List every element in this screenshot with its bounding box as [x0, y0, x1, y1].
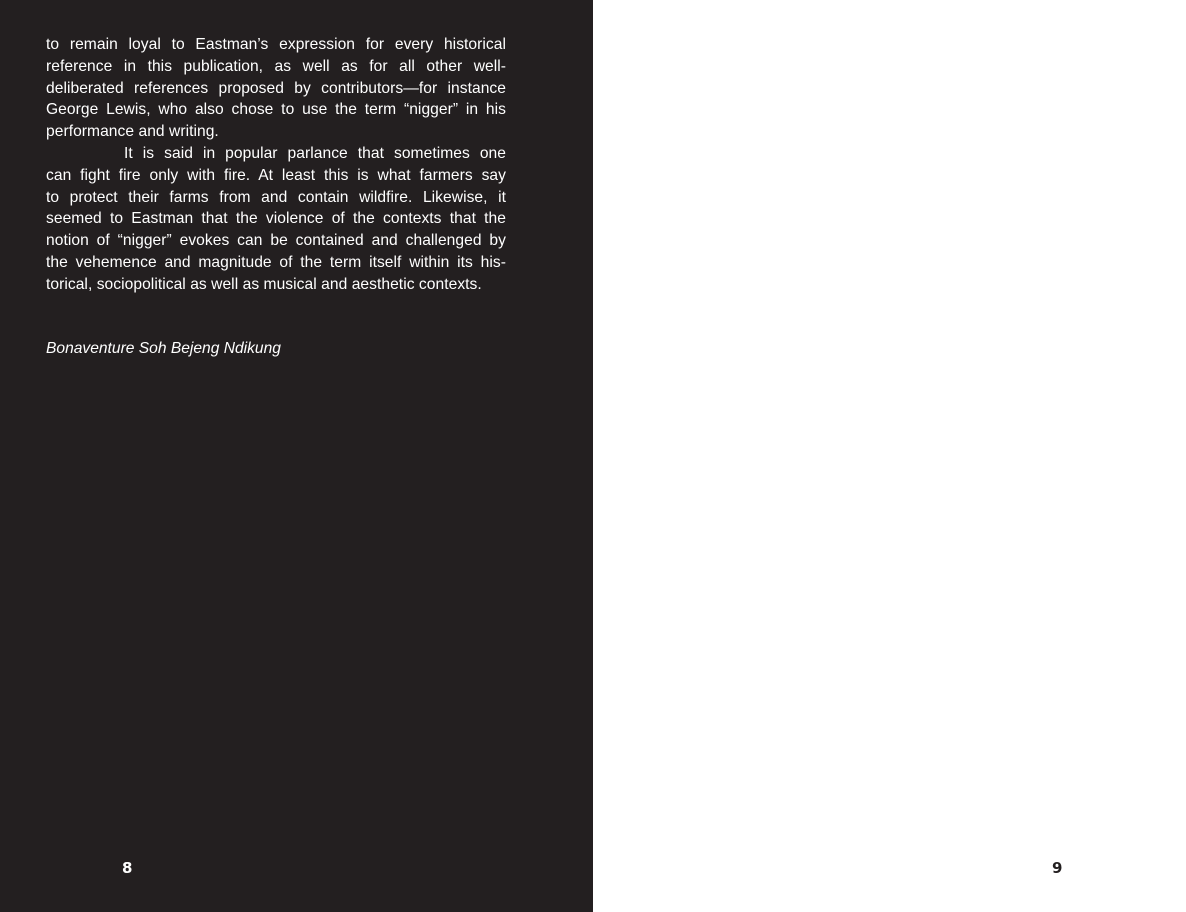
text-line: torical, sociopolitical as well as musical and aesthetic contexts.: [46, 275, 482, 293]
text-line: can fight fire only with fire. At least this is what farmers say: [46, 166, 506, 184]
right-page: [593, 0, 1186, 912]
text-line: deliberated references proposed by contributors—for instance: [46, 79, 506, 97]
text-line: seemed to Eastman that the violence of the contexts that the: [46, 210, 506, 228]
body-text: [46, 34, 506, 296]
text-line: the vehemence and magnitude of the term itself within its his-: [46, 253, 506, 271]
text-line: reference in this publication, as well as for all other well-: [46, 57, 506, 75]
page-number-right: 9: [1052, 859, 1063, 877]
author-signature: Bonaventure Soh Bejeng Ndikung: [46, 340, 281, 357]
text-line: to protect their farms from and contain wildfire. Likewise, it: [46, 188, 506, 206]
text-line: notion of “nigger” evokes can be contained and challenged by: [46, 232, 506, 250]
page-number-left: 8: [122, 859, 133, 877]
text-line: to remain loyal to Eastman’s expression for every historical: [46, 36, 506, 53]
text-line: It is said in popular parlance that sometimes one: [124, 144, 506, 162]
text-line: George Lewis, who also chose to use the term “nigger” in his: [46, 101, 506, 119]
text-line: performance and writing.: [46, 123, 219, 141]
